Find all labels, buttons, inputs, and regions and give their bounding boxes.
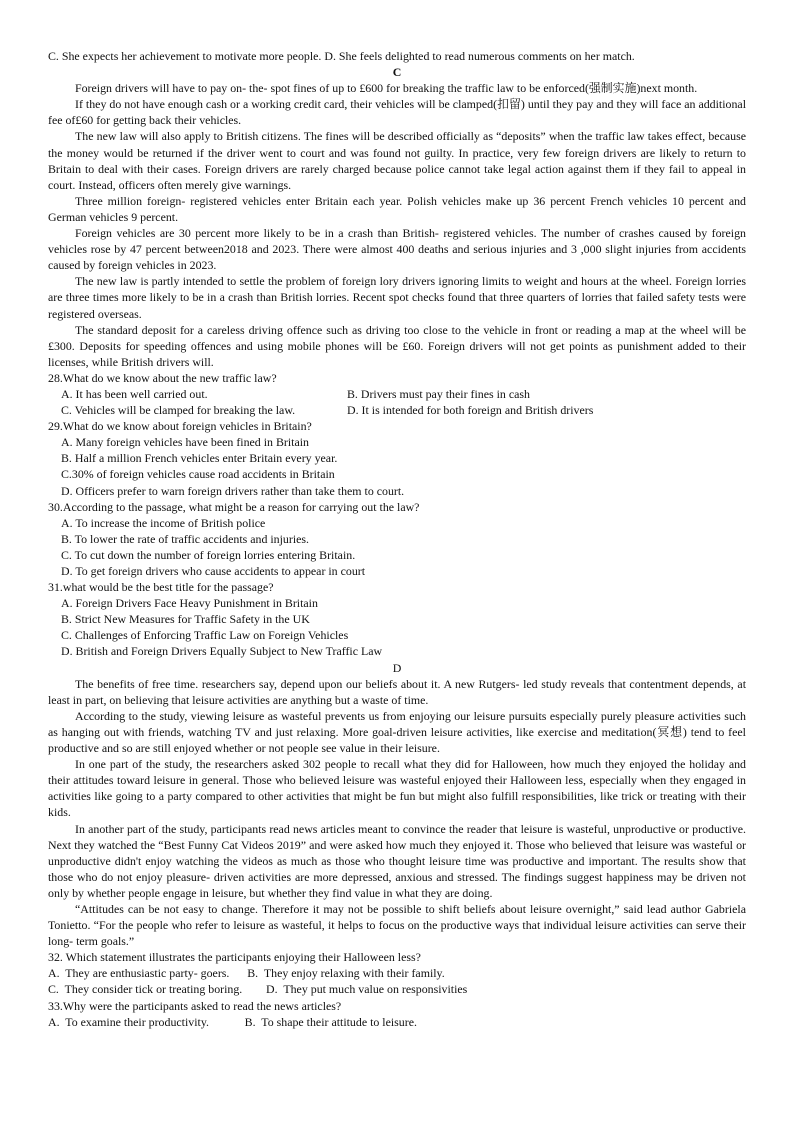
question-30-option-a: A. To increase the income of British police (61, 515, 266, 530)
prev-option-c: C. She expects her achievement to motivate more people. (48, 49, 322, 63)
question-30-option-b: B. To lower the rate of traffic accidents and injuries. (61, 531, 310, 546)
question-31-option-d: D. British and Foreign Drivers Equally Subject to New Traffic Law (61, 644, 383, 659)
passage-c-paragraph: Foreign vehicles are 30 percent more likely to be in a crash than British- registered vehicles. The number of crashes caused by foreign vehicles rose by 47 percent between2018 and 2023. There were almost 400 deaths and serious injuries and 3 ,000 slight injuries from accidents caused by foreign vehicles in 2023. (48, 226, 746, 273)
passage-d-paragraph: In another part of the study, participants read news articles meant to convince the reader that leisure is wasteful, unproductive or productive. Next they watched the “Best Funny Cat Videos 2019” and were asked how much they enjoyed it. Those who believed that leisure was wasteful or unproductive didn't enjoy watching the videos as much as those who thought leisure time was productive and important. The results show that those who do not enjoy pleasure- driven activities are more depressed, anxious and stressed. The findings suggest happiness may be driven not only by whether people engage in leisure, but whether they find value in what they are doing. (48, 821, 746, 900)
question-29-stem: 29.What do we know about foreign vehicles in Britain? (48, 419, 312, 434)
question-28-options-cd (48, 402, 746, 418)
question-29-option-a: A. Many foreign vehicles have been fined in Britain (61, 435, 309, 450)
question-31-option-c: C. Challenges of Enforcing Traffic Law on Foreign Vehicles (61, 628, 349, 643)
passage-c-paragraph: Three million foreign- registered vehicles enter Britain each year. Polish vehicles make up 36 percent French vehicles 10 percent and German vehicles 9 percent. (48, 193, 746, 224)
question-31-option-a: A. Foreign Drivers Face Heavy Punishment in Britain (61, 596, 318, 611)
prev-option-d: D. She feels delighted to read numerous comments on her match. (324, 49, 635, 63)
question-30-option-d: D. To get foreign drivers who cause accidents to appear in court (61, 564, 366, 578)
section-c-heading: C (392, 65, 402, 80)
exam-page (48, 48, 746, 1030)
question-33-options-ab: A. To examine their productivity. B. To shape their attitude to leisure. (48, 1014, 417, 1029)
question-32-stem: 32. Which statement illustrates the participants enjoying their Halloween less? (48, 950, 421, 965)
passage-c-paragraph: The new law will also apply to British citizens. The fines will be described officially as “deposits” when the traffic law takes effect, because the money would be returned if the driver went to court and was found not guilty. In practice, very few foreign drivers are likely to return to Britain to deal with their cases. Foreign drivers are rarely charged because police cannot take legal action against them if they fail to appeal in court. Instead, officers often merely give warnings. (48, 129, 746, 192)
section-d-heading: D (392, 660, 402, 675)
question-29-option-c: C.30% of foreign vehicles cause road accidents in Britain (61, 467, 335, 482)
question-28-option-c: C. Vehicles will be clamped for breaking the law. (61, 403, 296, 418)
passage-c-paragraph: If they do not have enough cash or a working credit card, their vehicles will be clamped(扣留) until they pay and they will face an additional fee of£60 for getting back their vehicles. (48, 97, 746, 128)
passage-d-paragraph: The benefits of free time. researchers say, depend upon our beliefs about it. A new Rutgers- led study reveals that contentment depends, at least in part, on believing that leisure activities are anything but a waste of time. (48, 676, 746, 707)
question-29-option-b: B. Half a million French vehicles enter Britain every year. (61, 451, 338, 466)
question-31-stem: 31.what would be the best title for the passage? (48, 580, 274, 595)
question-30-option-c: C. To cut down the number of foreign lorries entering Britain. (61, 547, 356, 562)
question-32-options-cd: C. They consider tick or treating boring. D. They put much value on responsivities (48, 982, 468, 997)
question-32-options-ab: A. They are enthusiastic party- goers. B. They enjoy relaxing with their family. (48, 966, 445, 981)
question-29-option-d: D. Officers prefer to warn foreign drivers rather than take them to court. (61, 483, 405, 498)
question-28-stem: 28.What do we know about the new traffic law? (48, 370, 277, 385)
prev-options-line (48, 48, 746, 64)
question-28-option-b: B. Drivers must pay their fines in cash (347, 386, 530, 401)
question-28-option-d: D. It is intended for both foreign and British drivers (347, 403, 594, 418)
question-31-option-b: B. Strict New Measures for Traffic Safety in the UK (61, 612, 310, 627)
passage-d-paragraph: “Attitudes can be not easy to change. Therefore it may not be possible to shift beliefs about leisure overnight,” said lead author Gabriela Tonietto. “For the people who refer to leisure as wasteful, it helps to focus on the productive ways that individual leisure activities can serve their long- term goals.” (48, 901, 746, 949)
question-28-option-a: A. It has been well carried out. (61, 386, 208, 401)
passage-d-paragraph: According to the study, viewing leisure as wasteful prevents us from enjoying our leisure pursuits especially purely pleasure activities such as hanging out with friends, watching TV and just relaxing. More goal-driven leisure activities, like exercise and meditation(冥想) tend to feel productive and so are still enjoyed whether or not people see value in their leisure. (48, 708, 746, 756)
passage-c-paragraph: Foreign drivers will have to pay on- the- spot fines of up to £600 for breaking the traffic law to be enforced(强制实施)next month. (75, 81, 698, 96)
question-30-stem: 30.According to the passage, what might be a reason for carrying out the law? (48, 499, 420, 514)
passage-d-paragraph: In one part of the study, the researchers asked 302 people to recall what they did for Halloween, how much they enjoyed the holiday and their attitudes toward leisure in general. Those who believed leisure was wasteful enjoyed their Halloween less, especially when they engaged in activities like going to a party compared to other activities that might be fun but might also fulfill responsibilities, like trick or treating with their kids. (48, 757, 746, 820)
passage-c-paragraph: The new law is partly intended to settle the problem of foreign lory drivers ignoring limits to weight and hours at the wheel. Foreign lorries are three times more likely to be in a crash than British lorries. Recent spot checks found that three quarters of lorries that failed safety tests were registered overseas. (48, 274, 746, 321)
question-28-options-ab (48, 386, 746, 402)
question-33-stem: 33.Why were the participants asked to read the news articles? (48, 998, 342, 1013)
passage-c-paragraph: The standard deposit for a careless driving offence such as driving too close to the vehicle in front or reading a map at the wheel will be £300. Deposits for speeding offences and using mobile phones will be £60. Foreign drivers will not get points as punishment added to their licenses, while British drivers will. (48, 322, 746, 369)
